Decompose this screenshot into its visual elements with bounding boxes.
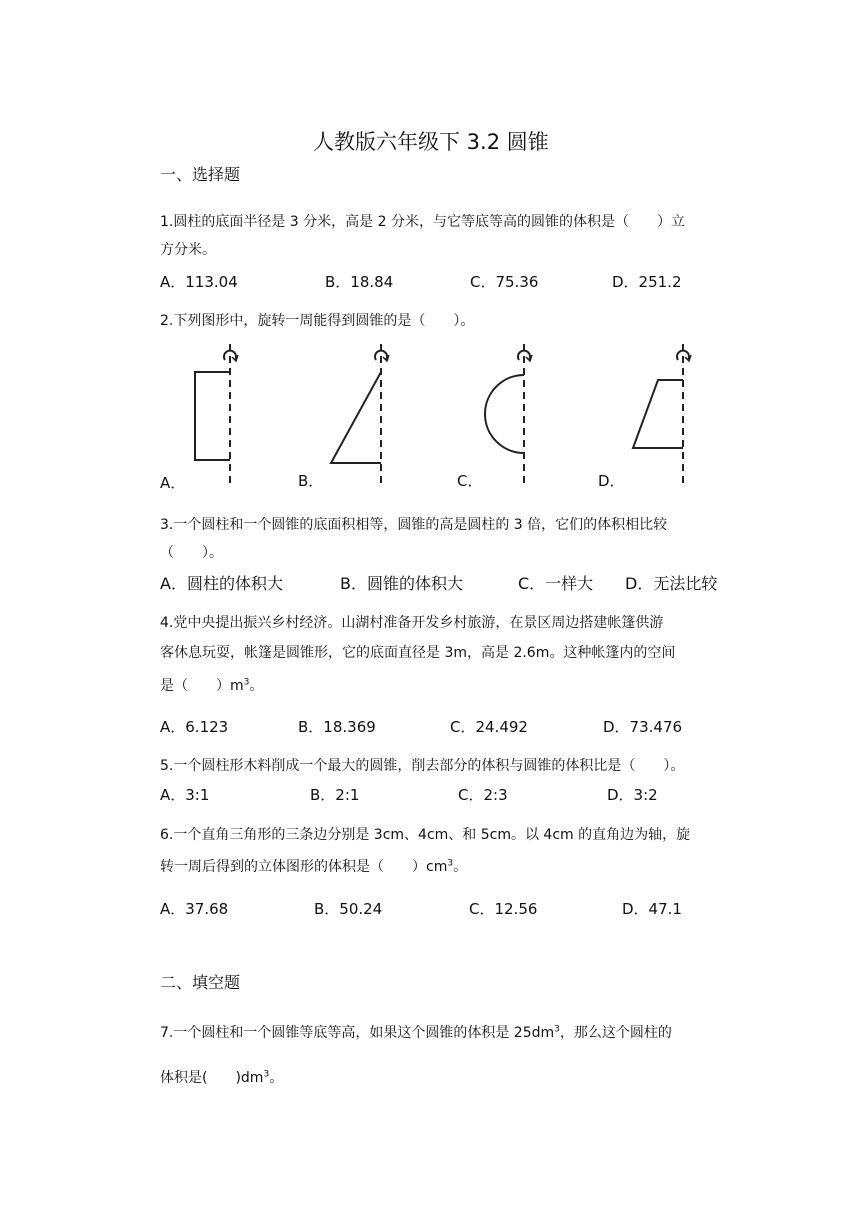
question-4-option-c[interactable]: C．24.492 [450, 718, 528, 736]
question-4-line-1: 4.党中央提出振兴乡村经济。山湖村准备开发乡村旅游，在景区周边搭建帐篷供游 [160, 615, 664, 631]
question-1-option-b[interactable]: B．18.84 [325, 273, 394, 291]
question-6-line-1: 6.一个直角三角形的三条边分别是 3cm、4cm、和 5cm。以 4cm 的直角边为轴，旋 [160, 827, 691, 843]
question-4-option-a[interactable]: A．6.123 [160, 718, 229, 736]
figure-d-label[interactable]: D． [598, 472, 625, 490]
question-6-option-b[interactable]: B．50.24 [314, 900, 383, 918]
question-4-line-2: 客休息玩耍，帐篷是圆锥形，它的底面直径是 3m，高是 2.6m。这种帐篷内的空间 [160, 645, 676, 661]
question-3-option-b[interactable]: B．圆锥的体积大 [340, 574, 463, 593]
question-3-line-2: （ ）。 [160, 545, 223, 561]
question-6-option-c[interactable]: C．12.56 [469, 900, 538, 918]
question-3-option-d[interactable]: D．无法比较 [625, 574, 718, 593]
question-6-option-d[interactable]: D．47.1 [622, 900, 682, 918]
question-5-option-d[interactable]: D．3:2 [607, 786, 658, 804]
question-5-text: 5.一个圆柱形木料削成一个最大的圆锥，削去部分的体积与圆锥的体积比是（ ）。 [160, 758, 685, 774]
figure-b-label[interactable]: B． [298, 472, 324, 490]
figure-d-trapezoid [625, 340, 705, 490]
question-5-option-a[interactable]: A．3:1 [160, 786, 210, 804]
question-2-text: 2.下列图形中，旋转一周能得到圆锥的是（ ）。 [160, 313, 475, 329]
question-7-line-1: 7.一个圆柱和一个圆锥等底等高，如果这个圆锥的体积是 $25dm^3$，那么这个圆柱的 [160, 1024, 672, 1041]
figure-b-triangle [325, 340, 395, 490]
question-5-option-b[interactable]: B．2:1 [310, 786, 360, 804]
figure-a-label[interactable]: A． [160, 474, 186, 492]
question-6-option-a[interactable]: A．37.68 [160, 900, 229, 918]
section-heading-choice: 一、选择题 [160, 165, 241, 184]
figure-a-rectangle [185, 340, 255, 490]
question-3-option-a[interactable]: A．圆柱的体积大 [160, 574, 283, 593]
page-title: 人教版六年级下 3.2 圆锥 [313, 130, 549, 154]
question-1-line-1: 1.圆柱的底面半径是 3 分米，高是 2 分米，与它等底等高的圆锥的体积是（ ）立 [160, 214, 685, 230]
question-7-line-2: 体积是( )$dm^3$。 [160, 1069, 284, 1086]
question-1-option-c[interactable]: C．75.36 [470, 273, 539, 291]
question-1-option-a[interactable]: A．113.04 [160, 273, 238, 291]
section-heading-fill: 二、填空题 [160, 973, 241, 992]
question-3-option-c[interactable]: C．一样大 [518, 574, 594, 593]
question-4-option-b[interactable]: B．18.369 [298, 718, 376, 736]
question-5-option-c[interactable]: C．2:3 [458, 786, 508, 804]
question-4-line-3: 是（ ）$m^3$。 [160, 677, 264, 694]
question-6-line-2: 转一周后得到的立体图形的体积是（ ）$cm^3$。 [160, 858, 468, 875]
figure-c-semicircle [480, 340, 550, 490]
question-3-line-1: 3.一个圆柱和一个圆锥的底面积相等，圆锥的高是圆柱的 3 倍，它们的体积相比较 [160, 517, 668, 533]
question-1-option-d[interactable]: D．251.2 [612, 273, 682, 291]
figure-c-label[interactable]: C． [457, 472, 483, 490]
question-1-line-2: 方分米。 [160, 242, 216, 258]
question-4-option-d[interactable]: D．73.476 [603, 718, 683, 736]
